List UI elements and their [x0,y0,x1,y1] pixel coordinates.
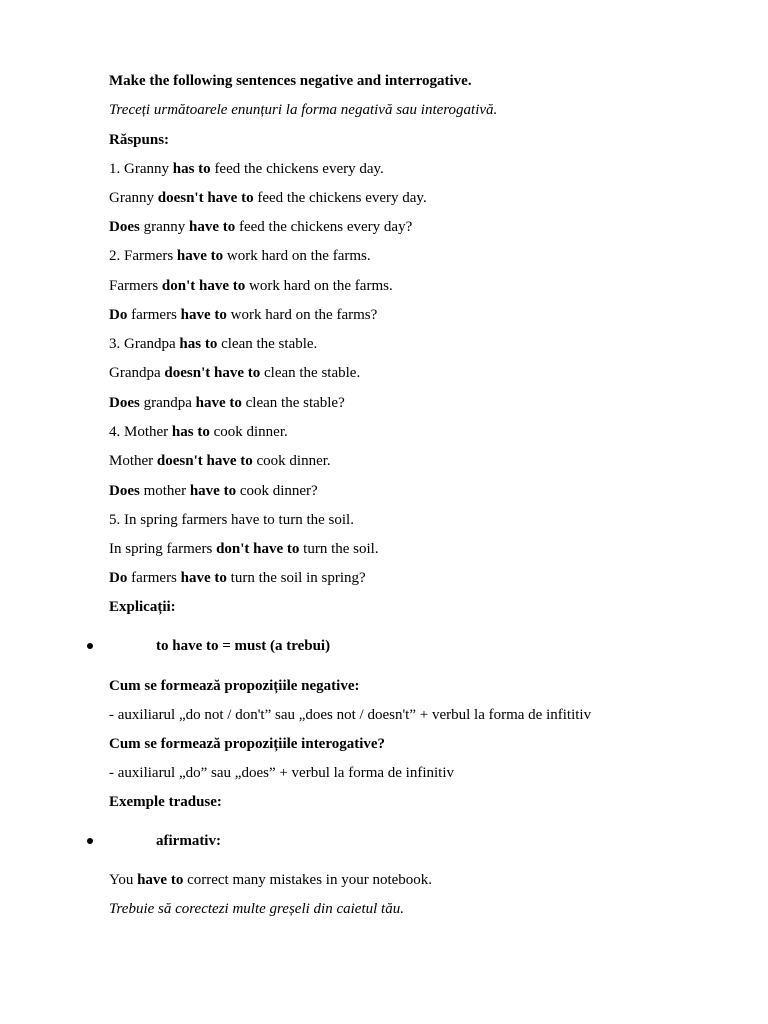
item-5-question: Do farmers have to turn the soil in spring? [109,570,366,586]
bullet-dot-icon [87,643,93,649]
item-4-question: Does mother have to cook dinner? [109,483,318,499]
interrogative-heading: Cum se formează propozițiile interogative? [109,736,386,752]
item-5-affirmative: 5. In spring farmers have to turn the soil. [109,512,354,528]
instruction-romanian: Treceți următoarele enunțuri la forma negativă sau interogativă. [109,102,498,118]
bullet-dot-icon [87,838,93,844]
negative-heading: Cum se formează propozițiile negative: [109,678,360,694]
answer-label: Răspuns: [109,132,170,148]
item-3-question: Does grandpa have to clean the stable? [109,395,345,411]
item-2-negative: Farmers don't have to work hard on the farms. [109,278,393,294]
bullet-have-to-must: to have to = must (a trebui) [156,638,331,654]
item-1-affirmative: 1. Granny has to feed the chickens every day. [109,161,384,177]
examples-label: Exemple traduse: [109,794,222,810]
item-3-negative: Grandpa doesn't have to clean the stable. [109,365,361,381]
instruction-english: Make the following sentences negative and interrogative. [109,73,472,89]
explanations-label: Explicații: [109,599,176,615]
item-1-question: Does granny have to feed the chickens every day? [109,219,413,235]
interrogative-rule: - auxiliarul „do” sau „does” + verbul la forma de infinitiv [109,765,455,781]
item-2-question: Do farmers have to work hard on the farms? [109,307,378,323]
item-5-negative: In spring farmers don't have to turn the soil. [109,541,379,557]
item-4-negative: Mother doesn't have to cook dinner. [109,453,331,469]
example-english: You have to correct many mistakes in your notebook. [109,872,433,888]
negative-rule: - auxiliarul „do not / don't” sau „does not / doesn't” + verbul la forma de infititiv [109,707,592,723]
item-1-negative: Granny doesn't have to feed the chickens every day. [109,190,427,206]
item-4-affirmative: 4. Mother has to cook dinner. [109,424,288,440]
example-romanian: Trebuie să corectezi multe greșeli din caietul tău. [109,901,404,917]
item-3-affirmative: 3. Grandpa has to clean the stable. [109,336,318,352]
bullet-affirmative: afirmativ: [156,833,221,849]
item-2-affirmative: 2. Farmers have to work hard on the farms. [109,248,371,264]
